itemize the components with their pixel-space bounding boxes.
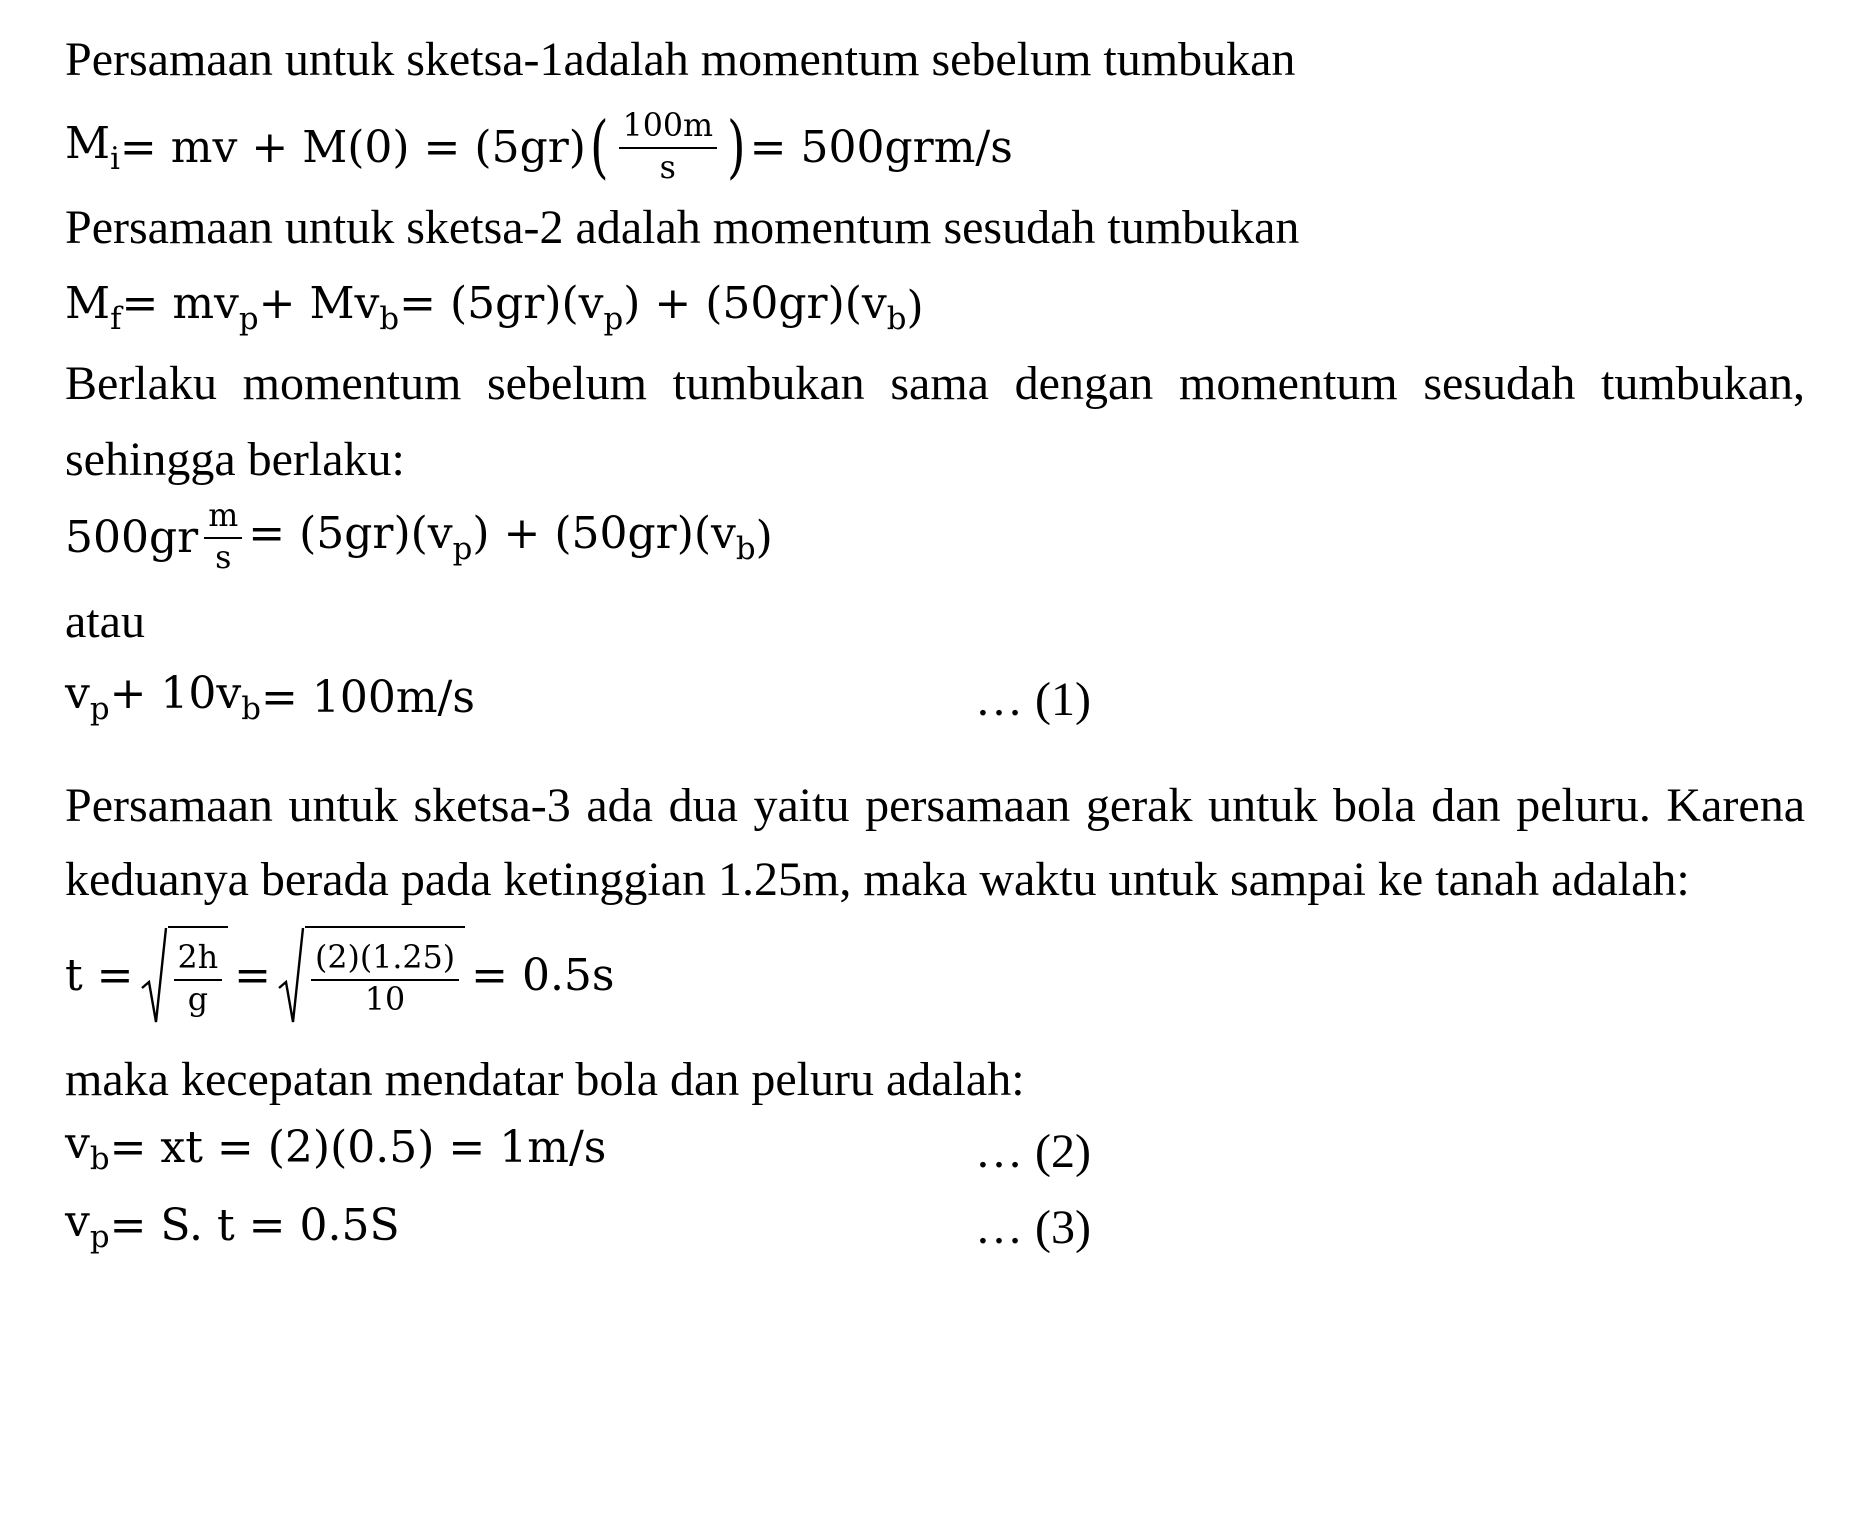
eq5-fraction-1-numerator: 2h <box>174 943 223 981</box>
eq5-lead: t = <box>65 950 134 1001</box>
eq5-rhs: = 0.5s <box>471 950 615 1001</box>
eq3-fraction-numerator: m <box>204 501 242 539</box>
eq3-term-c: ) <box>755 512 773 563</box>
paragraph-sketsa-1: Persamaan untuk sketsa-1adalah momentum sebelum tumbukan <box>65 33 1296 86</box>
eq5-sqrt-1 <box>140 926 229 1026</box>
paragraph-sketsa-3-line-2: keduanya berada pada ketinggian 1.25m, maka waktu untuk sampai ke tanah adalah: <box>65 853 1690 906</box>
paragraph-sketsa-3-line-1: Persamaan untuk sketsa-3 ada dua yaitu persamaan gerak untuk bola dan peluru. Karena <box>65 779 1805 832</box>
eq4-term-b: + $10v_b$ <box>109 667 261 727</box>
eq5-fraction-1-denominator: g <box>187 982 208 1018</box>
eq3-fraction-denominator: s <box>215 540 232 576</box>
equation-number-1: … (1) <box>975 673 1091 726</box>
eq2-term-e: ) <box>906 282 924 333</box>
paragraph-conservation-line-1: Berlaku momentum sebelum tumbukan sama dengan momentum sesudah tumbukan, <box>65 357 1805 410</box>
equation-momentum-initial <box>65 108 1013 188</box>
paragraph-conservation-line-2: sehingga berlaku: <box>65 433 405 486</box>
equation-number-3: … (3) <box>975 1201 1091 1254</box>
eq3-fraction <box>204 498 242 576</box>
equation-time <box>65 916 615 1036</box>
eq5-sqrt-2-radicand <box>305 926 465 1026</box>
eq5-fraction-1 <box>174 940 223 1018</box>
paragraph-horizontal-velocity: maka kecepatan mendatar bola dan peluru adalah: <box>65 1053 1025 1106</box>
eq6-term-b: = xt = (2)(0.5) = 1m/s <box>109 1122 607 1173</box>
equation-number-2: … (2) <box>975 1125 1091 1178</box>
paragraph-sketsa-2: Persamaan untuk sketsa-2 adalah momentum sesudah tumbukan <box>65 201 1300 254</box>
equation-1 <box>65 668 475 728</box>
eq5-fraction-2 <box>311 940 459 1018</box>
sqrt-sign-icon <box>140 926 168 1026</box>
sqrt-sign-icon <box>277 926 305 1026</box>
equation-3 <box>65 1196 400 1256</box>
eq5-sqrt-2 <box>277 926 465 1026</box>
eq2-term-d: ) + $(50gr)(v_b$ <box>623 277 907 337</box>
eq2-lhs: $M_f$ <box>65 277 122 337</box>
eq5-equals: = <box>234 950 271 1001</box>
eq3-term-a: = $(5gr)(v_p$ <box>248 507 473 567</box>
eq4-term-c: = 100m/s <box>261 672 475 723</box>
eq3-term-b: ) + $(50gr)(v_b$ <box>472 507 756 567</box>
eq3-lead: 500gr <box>65 512 199 563</box>
eq5-fraction-2-numerator: (2)(1.25) <box>311 943 459 981</box>
eq6-term-a: $v_b$ <box>65 1117 110 1177</box>
eq1-fraction-numerator: 100m <box>619 111 718 149</box>
eq1-lhs: $M_i$ <box>65 117 120 177</box>
eq5-sqrt-1-radicand <box>168 926 229 1026</box>
eq2-term-b: + $Mv_b$ <box>258 277 400 337</box>
eq5-fraction-2-denominator: 10 <box>364 982 406 1018</box>
equation-2 <box>65 1118 606 1178</box>
eq4-term-a: $v_p$ <box>65 667 110 727</box>
equation-momentum-final <box>65 278 924 338</box>
eq2-term-c: = $(5gr)(v_p$ <box>399 277 624 337</box>
equation-conservation <box>65 498 773 578</box>
eq1-rhs: = 500grm/s <box>749 122 1013 173</box>
eq7-term-b: = S. t = 0.5S <box>109 1200 400 1251</box>
eq7-term-a: $v_p$ <box>65 1195 110 1255</box>
eq1-left-paren: ( <box>589 107 609 187</box>
eq2-term-a: = $mv_p$ <box>121 277 259 337</box>
eq1-right-paren: ) <box>727 107 746 187</box>
eq1-fraction <box>619 108 718 186</box>
eq1-fraction-denominator: s <box>659 150 676 186</box>
paragraph-atau: atau <box>65 595 145 648</box>
eq1-mid: = mv + M(0) = (5gr) <box>119 122 586 173</box>
